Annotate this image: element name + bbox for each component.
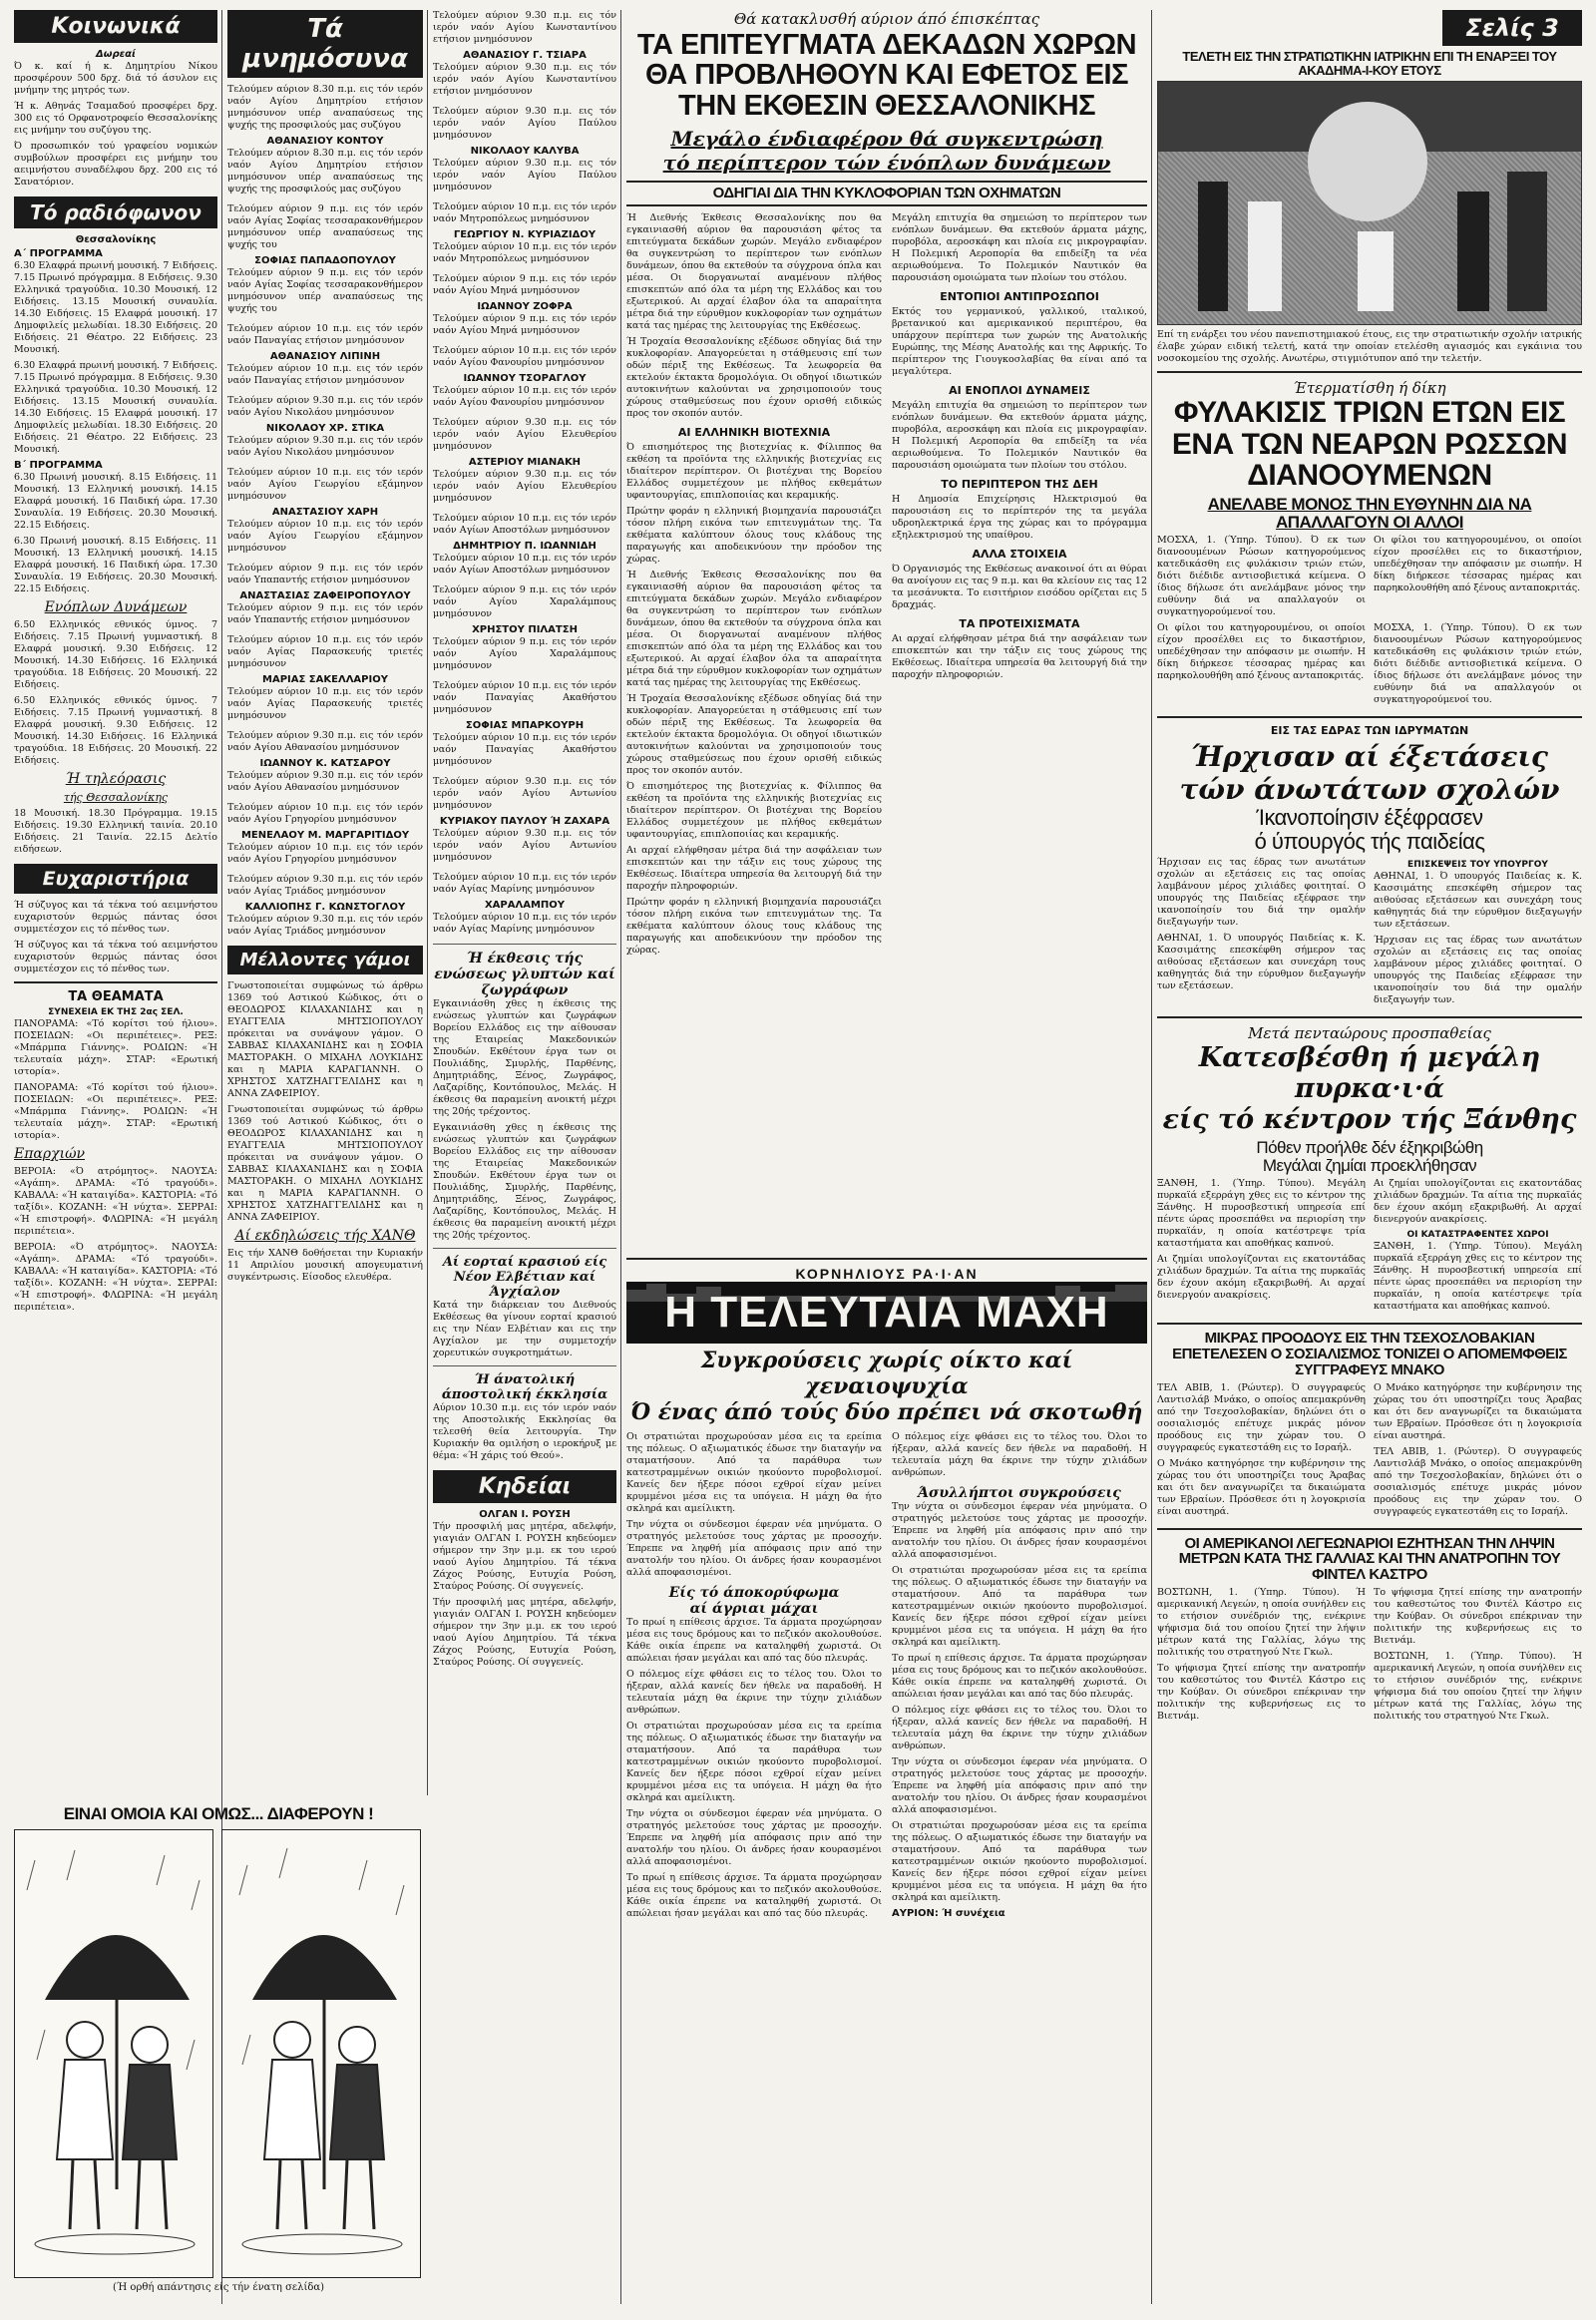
serial-paragraph: Ο πόλεμος είχε φθάσει εις το τέλος του. Όλοι το ήξεραν, αλλά κανείς δεν ήθελε να παραδοθή. Η τελευταία μάχη θα έκρινε την τύχην χιλιάδων ανθρώπων. [892, 1431, 1147, 1478]
theamata-label: ΤΑ ΘΕΑΜΑΤΑ [68, 989, 164, 1004]
mnimosyno-name: ΓΕΩΡΓΙΟΥ Ν. ΚΥΡΙΑΖΙΔΟΥ [453, 229, 597, 240]
exams-paragraph: Ήρχισαν εις τας έδρας των ανωτάτων σχολών αι εξετάσεις εις τας οποίας λαμβάνουν μέρος χιλιάδες φοιτηταί. Ο υπουργός της Παιδείας εξέφρασε την ικανοποίησίν του διά την ομαλήν διεξαγωγήν των. [1157, 856, 1366, 928]
enoplon-text: 6.50 Ελληνικός εθνικός ύμνος. 7 Ειδήσεις. 7.15 Πρωινή γυμναστική. 8 Ελαφρά μουσική. 9.30 Ειδήσεις. 12 Μουσική. 14.30 Ειδήσεις. 16 Ελληνικά τραγούδια. 18 Ειδήσεις. 20 Μουσική. 22 Ειδήσεις. [14, 695, 217, 766]
serial-paragraph: Την νύχτα οι σύνδεσμοι έφεραν νέα μηνύματα. Ο στρατηγός μελετούσε τους χάρτας με προσοχήν. Έπρεπε να ληφθή μία απόφασις πριν από την ανατολήν του ηλίου. Οι άνδρες ήσαν κουρασμένοι αλλά αποφασισμένοι. [626, 1519, 882, 1578]
eortai-text: Κατά την διάρκειαν του Διεθνούς Εκθέσεως θα γίνουν εορταί κρασιού εις την Νέαν Ελβέτιαν και εις την Αγχίαλον με την συμμετοχήν χορευτικών συγκροτημάτων. [433, 1300, 616, 1358]
exams-label: ΕΙΣ ΤΑΣ ΕΔΡΑΣ ΤΩΝ ΙΔΡΥΜΑΤΩΝ [1270, 724, 1469, 738]
column-rule [1151, 10, 1152, 2304]
lead-subsection: ΑΛΛΑ ΣΤΟΙΧΕΙΑ [972, 548, 1067, 562]
photo-headline: ΤΕΛΕΤΗ ΕΙΣ ΤΗΝ ΣΤΡΑΤΙΩΤΙΚΗΝ ΙΑΤΡΙΚΗΝ ΕΠΙ ΤΗ ΕΝΑΡΞΕΙ ΤΟΥ ΑΚΑΔΗΜΑ-Ι-ΚΟΥ ΕΤΟΥΣ [1182, 49, 1557, 78]
exams-headline: Ήρχισαν αί έξετάσεις [1191, 740, 1548, 774]
radio-city: Θεσσαλονίκης [75, 234, 157, 245]
serial-paragraph: Οι στρατιώται προχωρούσαν μέσα εις τα ερείπια της πόλεως. Ο αξιωματικός έδωσε την διαταγήν να σταματήσουν. Από τα παράθυρα των κατεστραμμένων οικιών ηκούοντο πυροβολισμοί. Κανείς δεν ήξερε πόσοι εχθροί είχαν μείνει κρυμμένοι μέσα εις τα υπόγεια. Η μάχη θα ήτο σκληρά και αμείλικτη. [892, 1820, 1147, 1903]
mnimosyno-text: Τελούμεν αύριον 9 π.μ. εις τόν ιερόν ναόν Αγίας Σοφίας τεσσαρακονθήμερον μνημόσυνον υπέρ αναπαύσεως της ψυχής του [227, 267, 423, 314]
mnimosyna-list [227, 84, 423, 938]
tileorasi-text: 18 Μουσική. 18.30 Πρόγραμμα. 19.15 Ειδήσεις. 19.30 Ελληνική ταινία. 20.10 Ειδήσεις. 21 Ταινία. 22.15 Δελτίο ειδήσεων. [14, 808, 217, 855]
column-lead-story [626, 10, 1147, 2304]
mnimosyno-text: Τελούμεν αύριον 10 π.μ. εις τόν ιερόν ναόν Αγίου Γρηγορίου μνημόσυνον [227, 842, 423, 865]
enoplon-label: Ενόπλων Δυνάμεων [44, 599, 188, 615]
mnimosyno-entry [433, 273, 616, 337]
mnimosyno-text: Τελούμεν αύριον 9.30 π.μ. εις τόν ιερόν ναόν Αγίου Αθανασίου μνημόσυνον [227, 730, 423, 753]
trial-kicker: Έτερματίσθη ή δίκη [1293, 379, 1446, 398]
exams-subhead: Ίκανοποίησιν έξέφρασεν [1256, 805, 1483, 831]
exams-body-right [1374, 857, 1582, 1010]
column-right [1157, 10, 1582, 2304]
legion-paragraph: ΒΟΣΤΩΝΗ, 1. (Ύπηρ. Τύπου). Ή αμερικανική Λεγεών, η οποία συνήλθεν εις το ετήσιον συνέδριόν της, ενέκρινε ψήφισμα διά του οποίου ζητεί την λήψιν μέτρων κατά της Γαλλίας, λόγω της πολιτικής του στρατηγού Ντε Γκωλ. [1374, 1650, 1582, 1722]
mnimosyno-name: ΚΑΛΛΙΟΠΗΣ Γ. ΚΩΝΣΤΟΓΛΟΥ [244, 902, 406, 913]
cartoon-panel-left [14, 1829, 213, 2278]
mnimosyno-name: ΝΙΚΟΛΑΟΥ ΚΑΛΥΒΑ [470, 146, 580, 157]
mnimosyno-name: ΜΕΝΕΛΑΟΥ Μ. ΜΑΡΓΑΡΙΤΙΔΟΥ [240, 830, 410, 841]
fire-subhead: Μεγάλαι ζημίαι προεκλήθησαν [1262, 1155, 1477, 1175]
mnimosyno-entry [227, 730, 423, 794]
section-title-eyxaristiria: Ευχαριστήρια [14, 864, 217, 894]
serial-title-banner [626, 1282, 1147, 1344]
serial-paragraph: Οι στρατιώται προχωρούσαν μέσα εις τα ερείπια της πόλεως. Ο αξιωματικός έδωσε την διαταγήν να σταματήσουν. Από τα παράθυρα των κατεστραμμένων οικιών ηκούοντο πυροβολισμοί. Κανείς δεν ήξερε πόσοι εχθροί είχαν μείνει κρυμμένοι μέσα εις τα υπόγεια. Η μάχη θα ήτο σκληρά και αμείλικτη. [626, 1431, 882, 1514]
legion-body-columns [1157, 1587, 1582, 1727]
trial-subhead: ΑΝΕΛΑΒΕ ΜΟΝΟΣ ΤΗΝ ΕΥΘΥΝΗΝ ΔΙΑ ΝΑ ΑΠΑΛΛΑΓΟΥΝ ΟΙ ΑΛΛΟΙ [1207, 494, 1532, 532]
serial-body-left [626, 1431, 882, 1924]
serial-paragraph: Το πρωί η επίθεσις άρχισε. Τα άρματα προχώρησαν μέσα εις τους δρόμους και το πεζικόν ακολουθούσε. Κάθε οικία έπρεπε να καταληφθή χωριστά. Οι απώλειαι ήσαν μεγάλαι και από τας δύο πλευράς. [892, 1653, 1147, 1700]
mnimosyno-text: Τελούμεν αύριον 9.30 π.μ. εις τόν ιερόν ναόν Αγίου Παύλου μνημόσυνον [433, 158, 616, 193]
mnimosyno-text: Τελούμεν αύριον 9.30 π.μ. εις τόν ιερόν ναόν Αγίου Αντωνίου μνημόσυνον [433, 828, 616, 863]
mnimosyno-entry [227, 84, 423, 195]
fire-paragraph: Αι ζημίαι υπολογίζονται εις εκατοντάδας χιλιάδων δραχμών. Τα αίτια της πυρκαϊάς δεν έχουν ακόμη εξακριβωθή. Αι αρχαί διενεργούν ανακρίσεις. [1157, 1254, 1366, 1302]
mnimosyno-entry [227, 563, 423, 626]
lead-subhead: Μεγάλο ένδιαφέρον θά συγκεντρώση [670, 127, 1103, 152]
lead-body-left [626, 212, 882, 961]
serial-body-right [892, 1431, 1147, 1924]
exams-paragraph: ΑΘΗΝΑΙ, 1. Ό υπουργός Παιδείας κ. Κ. Κασσιμάτης επεσκέφθη σήμερον τας αιθούσας εξετάσεων και συνεχάρη τους καθηγητάς διά την εύρυθμον διεξαγωγήν των εξετάσεων. [1157, 932, 1366, 991]
ekthesi-title: Ή έκθεσις τής ενώσεως γλυπτών καί ζωγράφων [434, 951, 615, 998]
mnimosyno-name: ΧΑΡΑΛΑΜΠΟΥ [484, 900, 566, 911]
enoplon-text: 6.50 Ελληνικός εθνικός ύμνος. 7 Ειδήσεις. 7.15 Πρωινή γυμναστική. 8 Ελαφρά μουσική. 9.30 Ειδήσεις. 12 Μουσική. 14.30 Ειδήσεις. 16 Ελληνικά τραγούδια. 18 Ειδήσεις. 20 Μουσική. 22 Ειδήσεις. [14, 619, 217, 690]
czech-headline: ΜΙΚΡΑΣ ΠΡΟΟΔΟΥΣ ΕΙΣ ΤΗΝ ΤΣΕΧΟΣΛΟΒΑΚΙΑΝ ΕΠΕΤΕΛΕΣΕΝ Ο ΣΟΣΙΑΛΙΣΜΟΣ ΤΟΝΙΖΕΙ Ο ΑΠΟΜΕΜΦΘΕΙΣ ΣΥΓΓΡΑΦΕΥΣ ΜΝΑΚΟ [1172, 1330, 1567, 1378]
czech-paragraph: Ο Μνάκο κατηγόρησε την κυβέρνησιν της χώρας του ότι υποστηρίζει τους Άραβας και ότι δεν αναγνωρίζει τα δικαιώματα των Εβραίων. Πρόσθεσε ότι η λογοκρισία είναι αυστηρά. [1157, 1457, 1366, 1517]
mnimosyno-entry [433, 417, 616, 505]
lead-subsection: ΑΙ ΕΛΛΗΝΙΚΗ ΒΙΟΤΕΧΝΙΑ [677, 426, 831, 440]
gamoi-text: Γνωστοποιείται συμφώνως τώ άρθρω 1369 τού Αστικού Κώδικος, ότι ο ΘΕΟΔΩΡΟΣ ΚΙΛΑΧΑΝΙΔΗΣ και η ΕΥΑΓΓΕΛΙΑ ΜΗΤΣΙΟΠΟΥΛΟΥ πρόκειται να συνάψουν γάμον. Ο ΣΑΒΒΑΣ ΚΙΛΑΧΑΝΙΔΗΣ και η ΣΟΦΙΑ ΜΑΣΤΟΡΑΚΗ. Ο ΜΙΧΑΗΛ ΛΟΥΚΙΔΗΣ και η ΜΑΡΙΑ ΚΑΡΑΓΙΑΝΝΗ. Ο ΧΡΗΣΤΟΣ ΧΑΤΖΗΑΓΓΕΛΙΔΗΣ και η ΑΝΝΑ ΖΑΦΕΙΡΙΟΥ. [227, 980, 423, 1099]
mnimosyno-name: ΣΟΦΙΑΣ ΜΠΑΡΚΟΥΡΗ [465, 720, 585, 731]
mnimosyno-text: Τελούμεν αύριον 10 π.μ. εις τόν ιερόν ναόν Αγίας Παρασκευής τριετές μνημόσυνον [227, 686, 423, 721]
mnimosyno-entry [227, 203, 423, 315]
lead-subsection: ΕΝΤΟΠΙΟΙ ΑΝΤΙΠΡΟΣΩΠΟΙ [940, 290, 1099, 304]
legion-paragraph: Το ψήφισμα ζητεί επίσης την ανατροπήν του καθεστώτος του Φιντέλ Κάστρο εις την Κούβαν. Οι σύνεδροι επέκριναν την πολιτικήν της κυβερνήσεως εις το Βιετνάμ. [1157, 1662, 1366, 1722]
serial-block [626, 1252, 1147, 1924]
eortai-title: Αί εορταί κρασιού είς Νέον Ελβέτιαν καί Άγχίαλον [442, 1255, 607, 1300]
section-title-gamoi: Μέλλοντες γάμοι [227, 946, 423, 974]
czech-paragraph: ΤΕΛ ΑΒΙΒ, 1. (Ρώυτερ). Ό συγγραφεύς Λαντισλάβ Μνάκο, ο οποίος απεμακρύνθη από την Τσεχοσλοβακίαν, δηλώνει ότι ο σοσιαλισμός επέτυχε μικράς μόνον προόδους εις την χώραν του. Ο συγγραφεύς εγκατεστάθη εις το Ισραήλ. [1157, 1381, 1366, 1453]
serial-paragraph: Ο πόλεμος είχε φθάσει εις το τέλος του. Όλοι το ήξεραν, αλλά κανείς δεν ήθελε να παραδοθή. Η τελευταία μάχη θα έκρινε την τύχην χιλιάδων ανθρώπων. [626, 1669, 882, 1716]
serial-body-columns [626, 1431, 1147, 1924]
cartoon-block [14, 1805, 423, 2304]
mnimosyno-text: Τελούμεν αύριον 10 π.μ. εις τόν ιερόν ναόν Αγίας Μαρίνης μνημόσυνον [433, 872, 616, 895]
mnimosyno-text: Τελούμεν αύριον 9.30 π.μ. εις τόν ιερόν ναόν Αγίου Αντωνίου μνημόσυνον [433, 776, 616, 811]
mnimosyno-text: Τελούμεν αύριον 10 π.μ. εις τόν ιερόν ναόν Παναγίας ετήσιον μνημόσυνον [227, 363, 423, 386]
czech-body-right [1374, 1382, 1582, 1522]
mnimosyno-name: ΔΗΜΗΤΡΙΟΥ Π. ΙΩΑΝΝΙΔΗ [453, 541, 597, 552]
exams-subhead: ό ύπουργός τής παιδείας [1254, 828, 1485, 854]
lead-paragraph: Ή Τροχαία Θεσσαλονίκης εξέδωσε οδηγίας διά την κυκλοφορίαν. Απαγορεύεται η στάθμευσις επί των οδών πέριξ της Εκθέσεως. Τα λεωφορεία θα εκτελούν έκτακτα δρομολόγια. Οι οδηγοί ιδιωτικών αυτοκινήτων καλούνται να χρησιμοποιούν τους χώρους σταθμεύσεως που έχουν ορισθή ειδικώς προς τον σκοπόν αυτόν. [626, 336, 882, 420]
lead-paragraph: Ό επισημότερος της βιοτεχνίας κ. Φίλιππος θα εκθέση τα προϊόντα της ελληνικής βιοτεχνίας εις ιδιαίτερον περίπτερον. Οι βιοτέχναι της Βορείου Ελλάδος συμμετέχουν με πλήθος εκθεμάτων υφαντουργίας, επιπλοποιίας και κεραμικής. [626, 442, 882, 502]
serial-paragraph: Την νύχτα οι σύνδεσμοι έφεραν νέα μηνύματα. Ο στρατηγός μελετούσε τους χάρτας με προσοχήν. Έπρεπε να ληφθή μία απόφασις πριν από την ανατολήν του ηλίου. Οι άνδρες ήσαν κουρασμένοι αλλά αποφασισμένοι. [892, 1501, 1147, 1560]
mnimosyno-entry [433, 513, 616, 577]
lead-paragraph: Ή Διεθνής Έκθεσις Θεσσαλονίκης που θα εγκαινιασθή αύριον θα παρουσιάση φέτος τα επιτεύγματα δεκάδων χωρών. Μεγάλο ενδιαφέρον θα συγκεντρώση το περίπτερον των ενόπλων δυνάμεων, όπου θα εκτεθούν τα σύγχρονα όπλα και μέσα. Οι διοργανωταί αναμένουν πλήθος επισκεπτών από όλα τα μέρη της Ελλάδος και του εξωτερικού. Αι αρχαί έλαβον όλα τα απαραίτητα μέτρα διά την εύρυθμον κυκλοφορίαν των οχημάτων κατά τας ημέρας της λειτουργίας της Εκθέσεως. [626, 570, 882, 689]
lead-paragraph: Ό Οργανισμός της Εκθέσεως ανακοινοί ότι αι θύραι θα ανοίγουν εις τας 9 π.μ. και θα κλείουν εις τας 12 τα μεσάνυκτα. Το εισιτήριον εισόδου ορίζεται εις 5 δραχμάς. [892, 564, 1147, 611]
section-title-kideiai: Κηδείαι [433, 1470, 616, 1503]
mnimosyno-text: Τελούμεν αύριον 10 π.μ. εις τόν ιερόν ναόν Αγίας Μαρίνης μνημόσυνον [433, 912, 616, 935]
eparchion-text: ΒΕΡΟΙΑ: «Ό ατρόμητος». ΝΑΟΥΣΑ: «Αγάπη». ΔΡΑΜΑ: «Τό τραγούδι». ΚΑΒΑΛΑ: «Ή καταιγίδα». ΚΑΣΤΟΡΙΑ: «Τό ταξίδι». ΚΟΖΑΝΗ: «Ή νύχτα». ΣΕΡΡΑΙ: «Ή επιστροφή». ΦΛΩΡΙΝΑ: «Ή μεγάλη περιπέτεια». [14, 1242, 217, 1313]
lead-paragraph: Μεγάλη επιτυχία θα σημειώση το περίπτερον των ενόπλων δυνάμεων. Θα εκτεθούν άρματα μάχης, πυροβόλα, αεροσκάφη και πλοία εις μικρογραφίαν. Η Πολεμική Αεροπορία θα επιδείξη τα νέα αεριωθούμενα. Το Πολεμικόν Ναυτικόν θα παρουσιάση ομοιώματα των πλοίων του στόλου. [892, 212, 1147, 284]
column-mnimosyna [227, 10, 423, 1795]
mnimosyno-entry [227, 323, 423, 387]
section-title-koinonika: Κοινωνικά [14, 10, 217, 43]
mnimosyno-name: ΑΝΑΣΤΑΣΙΑΣ ΖΑΦΕΙΡΟΠΟΥΛΟΥ [239, 590, 411, 601]
lead-kicker: Θά κατακλυσθή αύριον άπό έπισκέπτας [733, 10, 1040, 28]
fire-kicker: Μετά πενταώρους προσπαθείας [1248, 1023, 1491, 1042]
serial-paragraph: Την νύχτα οι σύνδεσμοι έφεραν νέα μηνύματα. Ο στρατηγός μελετούσε τους χάρτας με προσοχήν. Έπρεπε να ληφθή μία απόφασις πριν από την ανατολήν του ηλίου. Οι άνδρες ήσαν κουρασμένοι αλλά αποφασισμένοι. [626, 1808, 882, 1867]
serial-paragraph: Ο πόλεμος είχε φθάσει εις το τέλος του. Όλοι το ήξεραν, αλλά κανείς δεν ήθελε να παραδοθή. Η τελευταία μάχη θα έκρινε την τύχην χιλιάδων ανθρώπων. [892, 1705, 1147, 1751]
fire-paragraph: Αι ζημίαι υπολογίζονται εις εκατοντάδας χιλιάδων δραχμών. Τα αίτια της πυρκαϊάς δεν έχουν ακόμη εξακριβωθή. Αι αρχαί διενεργούν ανακρίσεις. [1374, 1178, 1582, 1226]
mnimosyno-text: Τελούμεν αύριον 9.30 π.μ. εις τόν ιερόν ναόν Αγίου Νικολάου μνημόσυνον [227, 395, 423, 418]
column-mnimosyna-2 [433, 10, 616, 2304]
legion-body-left [1157, 1587, 1366, 1727]
eparchion-label: Επαρχιών [14, 1146, 86, 1162]
program-b-text: 6.30 Πρωινή μουσική. 8.15 Ειδήσεις. 11 Μουσική. 13 Ελληνική μουσική. 14.15 Ελαφρά μουσική. 16 Παιδική ώρα. 17.30 Συναυλία. 19 Ειδήσεις. 20.30 Μουσική. 22.15 Ειδήσεις. [14, 472, 217, 531]
anatoliki-text: Αύριον 10.30 π.μ. εις τόν ιερόν ναόν της Αποστολικής Εκκλησίας θα τελεσθή θεία λειτουργία. Την Κυριακήν θα ομιλήση ο ιεροκήρυξ με θέμα: «Ή χάρις τού Θεού». [433, 1402, 616, 1461]
mnimosyno-name: ΙΩΑΝΝΟΥ Κ. ΚΑΤΣΑΡΟΥ [259, 758, 391, 769]
lead-paragraph: Ή Τροχαία Θεσσαλονίκης εξέδωσε οδηγίας διά την κυκλοφορίαν. Απαγορεύεται η στάθμευσις επί των οδών πέριξ της Εκθέσεως. Τα λεωφορεία θα εκτελούν έκτακτα δρομολόγια. Οι οδηγοί ιδιωτικών αυτοκινήτων καλούνται να χρησιμοποιούν τους χώρους σταθμεύσεως που έχουν ορισθή ειδικώς προς τον σκοπόν αυτόν. [626, 693, 882, 777]
program-a-text: 6.30 Ελαφρά πρωινή μουσική. 7 Ειδήσεις. 7.15 Πρωινό πρόγραμμα. 8 Ειδήσεις. 9.30 Ελληνικά τραγούδια. 10.30 Μουσική. 12 Ειδήσεις. 13.15 Μουσική συναυλία. 14.30 Ειδήσεις. 15 Ελαφρά μουσική. 17 Δημοφιλείς μελωδίαι. 18.30 Ειδήσεις. 20 Ειδήσεις. 21 Θέατρο. 22 Ειδήσεις. 23 Μουσική. [14, 360, 217, 455]
czech-body-left [1157, 1382, 1366, 1522]
serial-paragraph: Την νύχτα οι σύνδεσμοι έφεραν νέα μηνύματα. Ο στρατηγός μελετούσε τους χάρτας με προσοχήν. Έπρεπε να ληφθή μία απόφασις πριν από την ανατολήν του ηλίου. Οι άνδρες ήσαν κουρασμένοι αλλά αποφασισμένοι. [892, 1756, 1147, 1815]
doreai-text: Ό προσωπικόν τού γραφείου νομικών συμβούλων προσφέρει εις μνήμην του αειμνήστου συναδέλφου δρχ. 200 εις τό Σανατόριον. [14, 141, 217, 188]
trial-body-columns [1157, 622, 1582, 710]
mnimosyno-text: Τελούμεν αύριον 10 π.μ. εις τόν ιερόν ναόν Παναγίας ετήσιον μνημόσυνον [227, 323, 423, 346]
mnimosyno-text: Τελούμεν αύριον 9.30 π.μ. εις τόν ιερόν ναόν Αγίου Κωνσταντίνου ετήσιον μνημόσυνον [433, 10, 616, 45]
tileorasi-label: Ή τηλεόρασις [65, 771, 167, 787]
mnimosyno-name: ΑΘΑΝΑΣΙΟΥ ΛΙΠΙΝΗ [269, 351, 381, 362]
lead-section-head: ΟΔΗΓΙΑΙ ΔΙΑ ΤΗΝ ΚΥΚΛΟΦΟΡΙΑΝ ΤΩΝ ΟΧΗΜΑΤΩΝ [626, 181, 1147, 206]
photo-caption: Επί τη ενάρξει του νέου πανεπιστημιακού έτους, εις την στρατιωτικήν σχολήν ιατρικής έλαβε χώραν ειδική τελετή, κατά την οποίαν ετελέσθη αγιασμός και εγκάινια του νοσοκομείου της σχολής. Ανωτέρω, στιγμιότυπον από την τελετήν. [1157, 329, 1582, 365]
lead-paragraph: Αι αρχαί ελήφθησαν μέτρα διά την ασφάλειαν των επισκεπτών και την τάξιν εις τους χώρους της Εκθέσεως. Ιδιαίτερα υπηρεσία θα λειτουργή διά την παροχήν πληροφοριών. [626, 845, 882, 893]
fire-headline: είς τό κέντρον τής Ξάνθης [1162, 1103, 1577, 1135]
mnimosyno-text: Τελούμεν αύριον 10 π.μ. εις τόν ιερόν ναόν Παναγίας Ακαθήστου μνημόσυνον [433, 680, 616, 715]
kideiai-name: ΟΛΓΑΝ Ι. ΡΟΥΣΗ [479, 1509, 571, 1520]
ekthesi-text: Εγκαινιάσθη χθες η έκθεσις της ενώσεως γλυπτών και ζωγράφων Βορείου Ελλάδος εις την αίθουσαν της Εταιρείας Μακεδονικών Σπουδών. Εκθέτουν έργα των οι Πουλιάδης, Σμυρλής, Παρθένης, Δημητριάδης, Ξένος, Ζωγράφος, Λαζαρίδης, Κοντόπουλος, Μελάς. Η έκθεσις θα παραμείνη ανοικτή μέχρι της 20ής τρέχοντος. [433, 998, 616, 1117]
mnimosyno-name: ΙΩΑΝΝΟΥ ΤΣΟΡΑΓΛΟΥ [463, 373, 587, 384]
mnimosyno-entry [433, 10, 616, 98]
lead-paragraph: Αι αρχαί ελήφθησαν μέτρα διά την ασφάλειαν των επισκεπτών και την τάξιν εις τους χώρους της Εκθέσεως. Ιδιαίτερα υπηρεσία θα λειτουργή διά την παροχήν πληροφοριών. [892, 633, 1147, 681]
mnimosyno-entry [227, 467, 423, 555]
mnimosyno-text: Τελούμεν αύριον 9 π.μ. εις τόν ιερόν ναόν Αγίου Μηνά μνημόσυνον [433, 313, 616, 336]
program-b-text: 6.30 Πρωινή μουσική. 8.15 Ειδήσεις. 11 Μουσική. 13 Ελληνική μουσική. 14.15 Ελαφρά μουσική. 16 Παιδική ώρα. 17.30 Συναυλία. 19 Ειδήσεις. 20.30 Μουσική. 22.15 Ειδήσεις. [14, 536, 217, 594]
mnimosyno-text: Τελούμεν αύριον 9 π.μ. εις τόν ιερόν ναόν Υπαπαντής ετήσιον μνημόσυνον [227, 602, 423, 625]
mnimosyno-name: ΑΘΑΝΑΣΙΟΥ Γ. ΤΣΙΑΡΑ [463, 50, 587, 61]
mnimosyno-text: Τελούμεν αύριον 8.30 π.μ. εις τόν ιερόν ναόν Αγίου Δημητρίου ετήσιον μνημόσυνον υπέρ αναπαύσεως της ψυχής της προσφιλούς μας συζύγου [227, 84, 423, 131]
serial-author: ΚΟΡΝΗΛΙΟΥΣ ΡΑ·Ι·ΑΝ [795, 1266, 979, 1282]
program-b-label: Β΄ ΠΡΟΓΡΑΜΜΑ [14, 460, 103, 471]
cartoon-drawing [222, 1830, 421, 2278]
mnimosyno-text: Τελούμεν αύριον 10 π.μ. εις τόν ιερόν ναόν Μητροπόλεως μνημόσυνον [433, 241, 616, 264]
kideiai-text: Τήν προσφιλή μας μητέρα, αδελφήν, γιαγιάν ΟΛΓΑΝ Ι. ΡΟΥΣΗ κηδεύομεν σήμερον την 3ην μ.μ. εκ του ιερού ναού Αγίου Δημητρίου. Τά τέκνα Ζάχος Ρούσης, Ευτυχία Ρούση, Σταύρος Ρούσης. Οί συγγενείς. [433, 1521, 616, 1592]
serial-subhead: Ό ένας άπό τούς δύο πρέπει νά σκοτωθή [630, 1399, 1143, 1425]
doreai-text: Ή κ. Αθηνάς Τσαμαδού προσφέρει δρχ. 300 εις τό Ορφανοτροφείο Θεσσαλονίκης εις μνήμην του συζύγου της. [14, 101, 217, 136]
czech-paragraph: ΤΕΛ ΑΒΙΒ, 1. (Ρώυτερ). Ό συγγραφεύς Λαντισλάβ Μνάκο, ο οποίος απεμακρύνθη από την Τσεχοσλοβακίαν, δηλώνει ότι ο σοσιαλισμός επέτυχε μικράς μόνον προόδους εις την χώραν του. Ο συγγραφεύς εγκατεστάθη εις το Ισραήλ. [1374, 1445, 1582, 1517]
gamoi-text: Γνωστοποιείται συμφώνως τώ άρθρω 1369 τού Αστικού Κώδικος, ότι ο ΘΕΟΔΩΡΟΣ ΚΙΛΑΧΑΝΙΔΗΣ και η ΕΥΑΓΓΕΛΙΑ ΜΗΤΣΙΟΠΟΥΛΟΥ πρόκειται να συνάψουν γάμον. Ο ΣΑΒΒΑΣ ΚΙΛΑΧΑΝΙΔΗΣ και η ΣΟΦΙΑ ΜΑΣΤΟΡΑΚΗ. Ο ΜΙΧΑΗΛ ΛΟΥΚΙΔΗΣ και η ΜΑΡΙΑ ΚΑΡΑΓΙΑΝΝΗ. Ο ΧΡΗΣΤΟΣ ΧΑΤΖΗΑΓΓΕΛΙΔΗΣ και η ΑΝΝΑ ΖΑΦΕΙΡΙΟΥ. [227, 1104, 423, 1223]
fire-body-columns [1157, 1178, 1582, 1317]
section-title-mnimosyna: Τά μνημόσυνα [227, 10, 423, 78]
serial-paragraph: Το πρωί η επίθεσις άρχισε. Τα άρματα προχώρησαν μέσα εις τους δρόμους και το πεζικόν ακολουθούσε. Κάθε οικία έπρεπε να καταληφθή χωριστά. Οι απώλειαι ήσαν μεγάλαι και από τας δύο πλευράς. [626, 1872, 882, 1919]
mnimosyno-text: Τελούμεν αύριον 9.30 π.μ. εις τόν ιερόν ναόν Αγίου Παύλου μνημόσυνον [433, 106, 616, 141]
newspaper-page [14, 10, 1582, 2308]
cartoon-drawing [15, 1830, 213, 2278]
mnimosyno-name: ΑΝΑΣΤΑΣΙΟΥ ΧΑΡΗ [271, 507, 379, 518]
exams-body-columns [1157, 857, 1582, 1010]
ekdiloseis-text: Εις τήν ΧΑΝΘ δοθήσεται την Κυριακήν 11 Απριλίου μουσική απογευματινή συγκέντρωσις. Είσοδος ελευθέρα. [227, 1248, 423, 1283]
mnimosyno-name: ΝΙΚΟΛΑΟΥ ΧΡ. ΣΤΙΚΑ [265, 423, 385, 434]
page-label: Σελίς 3 [1442, 10, 1582, 46]
mnimosyno-text: Τελούμεν αύριον 9.30 π.μ. εις τόν ιερόν ναόν Αγίας Τριάδος μνημόσυνον [227, 914, 423, 937]
lead-paragraph: Η Δημοσία Επιχείρησις Ηλεκτρισμού θα παρουσιάση εις το περίπτερόν της τα μεγάλα υδροηλεκτρικά έργα της χώρας και το πρόγραμμα εξηλεκτρισμού της υπαίθρου. [892, 494, 1147, 542]
fire-subhead: Πόθεν προήλθε δέν έξηκριβώθη [1256, 1137, 1483, 1157]
mnimosyno-entry [433, 776, 616, 864]
lead-body-right [892, 212, 1147, 961]
mnimosyno-entry [433, 584, 616, 672]
doreai-label: Δωρεαί [96, 49, 136, 60]
tileorasi-sub: τής Θεσσαλονίκης [63, 791, 169, 804]
trial-headline: ΦΥΛΑΚΙΣΙΣ ΤΡΙΩΝ ΕΤΩΝ ΕΙΣ ΕΝΑ ΤΩΝ ΝΕΑΡΩΝ ΡΩΣΣΩΝ ΔΙΑΝΟΟΥΜΕΝΩΝ [1171, 396, 1568, 493]
serial-paragraph: Οι στρατιώται προχωρούσαν μέσα εις τα ερείπια της πόλεως. Ο αξιωματικός έδωσε την διαταγήν να σταματήσουν. Από τα παράθυρα των κατεστραμμένων οικιών ηκούοντο πυροβολισμοί. Κανείς δεν ήξερε πόσοι εχθροί είχαν μείνει κρυμμένοι μέσα εις τα υπόγεια. Η μάχη θα ήτο σκληρά και αμείλικτη. [892, 1565, 1147, 1648]
mnimosyna-list [433, 10, 616, 936]
fire-paragraph: ΞΑΝΘΗ, 1. (Ύπηρ. Τύπου). Μεγάλη πυρκαϊά εξερράγη χθες εις το κέντρον της Ξάνθης. Η πυροσβεστική υπηρεσία επί πέντε ώρας προσεπάθει να περιορίση την πυρκαϊάν, η οποία κατέστρεψε τρία καταστήματα και αποθήκας καπνού. [1374, 1241, 1582, 1313]
serial-continue: ΑΥΡΙΟΝ: Ή συνέχεια [892, 1908, 1005, 1919]
column-rule [427, 10, 428, 1795]
serial-subsection: Άσυλλήπτοι συγκρούσεις [918, 1485, 1121, 1501]
theamata-sub: ΣΥΝΕΧΕΙΑ ΕΚ ΤΗΣ 2ας ΣΕΛ. [48, 1007, 184, 1017]
exams-body-left [1157, 857, 1366, 1010]
lead-paragraph: Ή Διεθνής Έκθεσις Θεσσαλονίκης που θα εγκαινιασθή αύριον θα παρουσιάση φέτος τα επιτεύγματα δεκάδων χωρών. Μεγάλο ενδιαφέρον θα συγκεντρώση το περίπτερον των ενόπλων δυνάμεων, όπου θα εκτεθούν τα σύγχρονα όπλα και μέσα. Οι διοργανωταί αναμένουν πλήθος επισκεπτών από όλα τα μέρη της Ελλάδος και του εξωτερικού. Αι αρχαί έλαβον όλα τα απαραίτητα μέτρα διά την εύρυθμον κυκλοφορίαν των οχημάτων κατά τας ημέρας της λειτουργίας της Εκθέσεως. [626, 212, 882, 332]
legion-body-right [1374, 1587, 1582, 1727]
eyxaristiria-text: Ή σύζυγος και τά τέκνα τού αειμνήστου ευχαριστούν θερμώς πάντας όσοι συμμετέσχον εις τό πένθος των. [14, 940, 217, 974]
trial-paragraph: Οι φίλοι του κατηγορουμένου, οι οποίοι είχον προσέλθει εις το δικαστήριον, υπεδέχθησαν την απόφασιν με σιωπήν. Η δίκη διήρκεσε τέσσαρας ημέρας και παρηκολουθήθη από ξένους ανταποκριτάς. [1374, 535, 1582, 594]
mnimosyno-entry [433, 345, 616, 409]
czech-body-columns [1157, 1382, 1582, 1522]
mnimosyno-text: Τελούμεν αύριον 10 π.μ. εις τόν ιερόν ναόν Αγίων Αποστόλων μνημόσυνον [433, 513, 616, 536]
exams-visits-label: ΕΠΙΣΚΕΨΕΙΣ ΤΟΥ ΥΠΟΥΡΓΟΥ [1407, 859, 1548, 870]
serial-paragraph: Οι στρατιώται προχωρούσαν μέσα εις τα ερείπια της πόλεως. Ο αξιωματικός έδωσε την διαταγήν να σταματήσουν. Από τα παράθυρα των κατεστραμμένων οικιών ηκούοντο πυροβολισμοί. Κανείς δεν ήξερε πόσοι εχθροί είχαν μείνει κρυμμένοι μέσα εις τα υπόγεια. Η μάχη θα ήτο σκληρά και αμείλικτη. [626, 1721, 882, 1803]
mnimosyno-name: ΣΟΦΙΑΣ ΠΑΠΑΔΟΠΟΥΛΟΥ [254, 255, 396, 266]
fire-body-right [1374, 1178, 1582, 1317]
lead-subsection: ΑΙ ΕΝΟΠΛΟΙ ΔΥΝΑΜΕΙΣ [949, 384, 1090, 398]
mnimosyno-text: Τελούμεν αύριον 10 π.μ. εις τόν ιερόν ναόν Παναγίας Ακαθήστου μνημόσυνον [433, 732, 616, 767]
kideiai-text: Τήν προσφιλή μας μητέρα, αδελφήν, γιαγιάν ΟΛΓΑΝ Ι. ΡΟΥΣΗ κηδεύομεν σήμερον την 3ην μ.μ. εκ του ιερού ναού Αγίου Δημητρίου. Τά τέκνα Ζάχος Ρούσης, Ευτυχία Ρούση, Σταύρος Ρούσης. Οί συγγενείς. [433, 1597, 616, 1668]
ceremony-photo [1157, 81, 1582, 325]
anatoliki-title: Ή άνατολική άποστολική έκκλησία [441, 1372, 608, 1402]
mnimosyno-entry [227, 874, 423, 938]
lead-paragraph: Πρώτην φοράν η ελληνική βιομηχανία παρουσιάζει τόσον πλήρη εικόνα των επιτευγμάτων της. Τα εκθέματα καλύπτουν όλους τους κλάδους της παραγωγής και αποδεικνύουν την πρόοδον της χώρας. [626, 897, 882, 957]
trial-body-columns [1157, 535, 1582, 622]
mnimosyno-text: Τελούμεν αύριον 8.30 π.μ. εις τόν ιερόν ναόν Αγίου Δημητρίου ετήσιον μνημόσυνον υπέρ αναπαύσεως της ψυχής της προσφιλούς μας συζύγου [227, 148, 423, 194]
mnimosyno-name: ΜΑΡΙΑΣ ΣΑΚΕΛΛΑΡΙΟΥ [262, 674, 388, 685]
serial-title: Η ΤΕΛΕΥΤΑΙΑ ΜΑΧΗ [664, 1288, 1109, 1337]
mnimosyno-entry [227, 395, 423, 459]
legion-paragraph: ΒΟΣΤΩΝΗ, 1. (Ύπηρ. Τύπου). Ή αμερικανική Λεγεών, η οποία συνήλθεν εις το ετήσιον συνέδριόν της, ενέκρινε ψήφισμα διά του οποίου ζητεί την λήψιν μέτρων κατά της Γαλλίας, λόγω της πολιτικής του στρατηγού Ντε Γκωλ. [1157, 1586, 1366, 1658]
czech-paragraph: Ο Μνάκο κατηγόρησε την κυβέρνησιν της χώρας του ότι υποστηρίζει τους Άραβας και ότι δεν αναγνωρίζει τα δικαιώματα των Εβραίων. Πρόσθεσε ότι η λογοκρισία είναι αυστηρά. [1374, 1381, 1582, 1441]
trial-paragraph: ΜΟΣΧΑ, 1. (Ύπηρ. Τύπου). Ό εκ των διανοουμένων Ρώσων κατηγορούμενος κατεδικάσθη εις φυλάκισιν τριών ετών, διότι διέδιδε αντισοβιετικά κείμενα. Ο ίδιος δήλωσε ότι ανελάμβανε μόνος την ευθύνην διά να απαλλαγούν οι συγκατηγορούμενοί του. [1157, 535, 1366, 618]
mnimosyno-name: ΑΣΤΕΡΙΟΥ ΜΙΑΝΑΚΗ [468, 457, 582, 468]
lead-subsection: ΤΟ ΠΕΡΙΠΤΕΡΟΝ ΤΗΣ ΔΕΗ [941, 478, 1098, 492]
mnimosyno-text: Τελούμεν αύριον 9 π.μ. εις τόν ιερόν ναόν Υπαπαντής ετήσιον μνημόσυνον [227, 563, 423, 585]
mnimosyno-entry [433, 201, 616, 265]
cartoon-panel-right [221, 1829, 421, 2278]
serial-subsection: Είς τό άποκορύφωμα [668, 1585, 840, 1601]
trial-paragraph: ΜΟΣΧΑ, 1. (Ύπηρ. Τύπου). Ό εκ των διανοουμένων Ρώσων κατηγορούμενος κατεδικάσθη εις φυλάκισιν τριών ετών, διότι διέδιδε αντισοβιετικά κείμενα. Ο ίδιος δήλωσε ότι ανελάμβανε μόνος την ευθύνην διά να απαλλαγούν οι συγκατηγορούμενοί του. [1374, 622, 1582, 706]
fire-subsection: ΟΙ ΚΑΤΑΣΤΡΑΦΕΝΤΕΣ ΧΩΡΟΙ [1406, 1230, 1549, 1241]
mnimosyno-text: Τελούμεν αύριον 9 π.μ. εις τόν ιερόν ναόν Αγίου Μηνά μνημόσυνον [433, 273, 616, 296]
lead-paragraph: Ό επισημότερος της βιοτεχνίας κ. Φίλιππος θα εκθέση τα προϊόντα της ελληνικής βιοτεχνίας εις ιδιαίτερον περίπτερον. Οι βιοτέχναι της Βορείου Ελλάδος συμμετέχουν με πλήθος εκθεμάτων υφαντουργίας, επιπλοποιίας και κεραμικής. [626, 781, 882, 841]
doreai-text: Ό κ. καί ή κ. Δημητρίου Νίκου προσφέρουν 500 δρχ. διά τό άσυλον εις μνήμην της μητρός των. [14, 61, 217, 96]
mnimosyno-text: Τελούμεν αύριον 9 π.μ. εις τόν ιερόν ναόν Αγίου Χαραλάμπους μνημόσυνον [433, 636, 616, 671]
serial-subhead: Συγκρούσεις χωρίς οίκτο καί χεναιοψυχία [700, 1348, 1073, 1399]
ekthesi-text: Εγκαινιάσθη χθες η έκθεσις της ενώσεως γλυπτών και ζωγράφων Βορείου Ελλάδος εις την αίθουσαν της Εταιρείας Μακεδονικών Σπουδών. Εκθέτουν έργα των οι Πουλιάδης, Σμυρλής, Παρθένης, Δημητριάδης, Ξένος, Ζωγράφος, Λαζαρίδης, Κοντόπουλος, Μελάς. Η έκθεσις θα παραμείνη ανοικτή μέχρι της 20ής τρέχοντος. [433, 1122, 616, 1241]
mnimosyno-text: Τελούμεν αύριον 10 π.μ. εις τόν ιερόν ναόν Αγίων Αποστόλων μνημόσυνον [433, 553, 616, 576]
mnimosyno-text: Τελούμεν αύριον 9.30 π.μ. εις τόν ιερόν ναόν Αγίου Ελευθερίου μνημόσυνον [433, 417, 616, 452]
mnimosyno-name: ΚΥΡΙΑΚΟΥ ΠΑΥΛΟΥ Ή ΖΑΧΑΡΑ [439, 816, 610, 827]
eparchion-text: ΒΕΡΟΙΑ: «Ό ατρόμητος». ΝΑΟΥΣΑ: «Αγάπη». ΔΡΑΜΑ: «Τό τραγούδι». ΚΑΒΑΛΑ: «Ή καταιγίδα». ΚΑΣΤΟΡΙΑ: «Τό ταξίδι». ΚΟΖΑΝΗ: «Ή νύχτα». ΣΕΡΡΑΙ: «Ή επιστροφή». ΦΛΩΡΙΝΑ: «Ή μεγάλη περιπέτεια». [14, 1166, 217, 1237]
mnimosyno-entry [433, 872, 616, 936]
mnimosyno-text: Τελούμεν αύριον 10 π.μ. εις τόν ιερόν ναόν Αγίου Γεωργίου εξάμηνον μνημόσυνον [227, 519, 423, 554]
cartoon-title: ΕΙΝΑΙ ΟΜΟΙΑ ΚΑΙ ΟΜΩΣ... ΔΙΑΦΕΡΟΥΝ ! [63, 1804, 374, 1823]
program-a-label: Α΄ ΠΡΟΓΡΑΜΜΑ [14, 248, 103, 259]
mnimosyno-name: ΙΩΑΝΝΟΥ ΖΟΦΡΑ [477, 301, 573, 312]
mnimosyno-name: ΧΡΗΣΤΟΥ ΠΙΛΑΤΣΗ [472, 624, 578, 635]
mnimosyno-text: Τελούμεν αύριον 10 π.μ. εις τόν ιερόν ναόν Αγίου Γεωργίου εξάμηνον μνημόσυνον [227, 467, 423, 502]
program-a-text: 6.30 Ελαφρά πρωινή μουσική. 7 Ειδήσεις. 7.15 Πρωινό πρόγραμμα. 8 Ειδήσεις. 9.30 Ελληνικά τραγούδια. 10.30 Μουσική. 12 Ειδήσεις. 13.15 Μουσική συναυλία. 14.30 Ειδήσεις. 15 Ελαφρά μουσική. 17 Δημοφιλείς μελωδίαι. 18.30 Ειδήσεις. 20 Ειδήσεις. 21 Θέατρο. 22 Ειδήσεις. 23 Μουσική. [14, 260, 217, 355]
mnimosyno-text: Τελούμεν αύριον 10 π.μ. εις τόν ιερόν ναόν Αγίου Φανουρίου μνημόσυνον [433, 385, 616, 408]
page-label-row [1157, 10, 1582, 50]
mnimosyno-entry [227, 634, 423, 722]
fire-paragraph: ΞΑΝΘΗ, 1. (Ύπηρ. Τύπου). Μεγάλη πυρκαϊά εξερράγη χθες εις το κέντρον της Ξάνθης. Η πυροσβεστική υπηρεσία επί πέντε ώρας προσεπάθει να περιορίση την πυρκαϊάν, η οποία κατέστρεψε τρία καταστήματα και αποθήκας καπνού. [1157, 1178, 1366, 1250]
mnimosyno-text: Τελούμεν αύριον 10 π.μ. εις τόν ιερόν ναόν Αγίας Παρασκευής τριετές μνημόσυνον [227, 634, 423, 669]
mnimosyno-text: Τελούμεν αύριον 9.30 π.μ. εις τόν ιερόν ναόν Αγίας Τριάδος μνημόσυνον [227, 874, 423, 897]
theamata-text: ΠΑΝΟΡΑΜΑ: «Τό κορίτσι τού ήλιου». ΠΟΣΕΙΔΩΝ: «Οι περιπέτειες». ΡΕΞ: «Μπάρμπα Γιάννης». ΡΟΔΙΩΝ: «Ή τελευταία μάχη». ΣΤΑΡ: «Ερωτική ιστορία». [14, 1018, 217, 1077]
lead-paragraph: Εκτός του γερμανικού, γαλλικού, ιταλικού, βρετανικού και αμερικανικού περιπτέρου, θα υπάρχουν περίπτερα των χωρών της Ανατολικής Ευρώπης, της Μέσης Ανατολής και της Αφρικής. Το περίπτερον της Γιουγκοσλαβίας θα είναι από τα μεγαλύτερα. [892, 306, 1147, 378]
column-rule [620, 10, 621, 2304]
serial-paragraph: Το πρωί η επίθεσις άρχισε. Τα άρματα προχώρησαν μέσα εις τους δρόμους και το πεζικόν ακολουθούσε. Κάθε οικία έπρεπε να καταληφθή χωριστά. Οι απώλειαι ήσαν μεγάλαι και από τας δύο πλευράς. [626, 1617, 882, 1664]
fire-body-left [1157, 1178, 1366, 1317]
lead-paragraph: Μεγάλη επιτυχία θα σημειώση το περίπτερον των ενόπλων δυνάμεων. Θα εκτεθούν άρματα μάχης, πυροβόλα, αεροσκάφη και πλοία εις μικρογραφίαν. Η Πολεμική Αεροπορία θα επιδείξη τα νέα αεριωθούμενα. Το Πολεμικόν Ναυτικόν θα παρουσιάση ομοιώματα των πλοίων του στόλου. [892, 400, 1147, 472]
mnimosyno-text: Τελούμεν αύριον 9 π.μ. εις τόν ιερόν ναόν Αγίας Σοφίας τεσσαρακονθήμερον μνημόσυνον υπέρ αναπαύσεως της ψυχής του [227, 203, 423, 250]
mnimosyno-entry [433, 680, 616, 768]
legion-paragraph: Το ψήφισμα ζητεί επίσης την ανατροπήν του καθεστώτος του Φιντέλ Κάστρο εις την Κούβαν. Οι σύνεδροι επέκριναν την πολιτικήν της κυβερνήσεως εις το Βιετνάμ. [1374, 1586, 1582, 1646]
mnimosyno-text: Τελούμεν αύριον 10 π.μ. εις τόν ιερόν ναόν Αγίου Γρηγορίου μνημόσυνον [227, 802, 423, 825]
lead-subsection: ΤΑ ΠΡΟΤΕΙΧΙΣΜΑΤΑ [959, 617, 1080, 631]
mnimosyno-text: Τελούμεν αύριον 9.30 π.μ. εις τόν ιερόν ναόν Αγίου Νικολάου μνημόσυνον [227, 435, 423, 458]
exams-paragraph: ΑΘΗΝΑΙ, 1. Ό υπουργός Παιδείας κ. Κ. Κασσιμάτης επεσκέφθη σήμερον τας αιθούσας εξετάσεων και συνεχάρη τους καθηγητάς διά την εύρυθμον διεξαγωγήν των εξετάσεων. [1374, 870, 1582, 930]
mnimosyno-text: Τελούμεν αύριον 9 π.μ. εις τόν ιερόν ναόν Αγίου Χαραλάμπους μνημόσυνον [433, 584, 616, 619]
mnimosyno-text: Τελούμεν αύριον 9.30 π.μ. εις τόν ιερόν ναόν Αγίου Αθανασίου μνημόσυνον [227, 770, 423, 793]
mnimosyno-entry [227, 802, 423, 866]
lead-body-columns [626, 212, 1147, 961]
trial-paragraph: Οι φίλοι του κατηγορουμένου, οι οποίοι είχον προσέλθει εις το δικαστήριον, υπεδέχθησαν την απόφασιν με σιωπήν. Η δίκη διήρκεσε τέσσαρας ημέρας και παρηκολουθήθη από ξένους ανταποκριτάς. [1157, 622, 1366, 682]
mnimosyno-entry [433, 106, 616, 193]
lead-subhead: τό περίπτερον τών ένόπλων δυνάμεων [662, 151, 1111, 176]
legion-headline: ΟΙ ΑΜΕΡΙΚΑΝΟΙ ΛΕΓΕΩΝΑΡΙΟΙ ΕΖΗΤΗΣΑΝ ΤΗΝ ΛΗΨΙΝ ΜΕΤΡΩΝ ΚΑΤΑ ΤΗΣ ΓΑΛΛΙΑΣ ΚΑΙ ΤΗΝ ΑΝΑΤΡΟΠΗΝ ΤΟΥ ΦΙΝΤΕΛ ΚΑΣΤΡΟ [1178, 1534, 1561, 1584]
lead-headline: ΤΑ ΕΠΙΤΕΥΓΜΑΤΑ ΔΕΚΑΔΩΝ ΧΩΡΩΝ ΘΑ ΠΡΟΒΛΗΘΟΥΝ ΚΑΙ ΕΦΕΤΟΣ ΕΙΣ ΤΗΝ ΕΚΘΕΣΙΝ ΘΕΣΣΑΛΟΝΙΚΗΣ [636, 29, 1137, 122]
eyxaristiria-text: Ή σύζυγος και τά τέκνα τού αειμνήστου ευχαριστούν θερμώς πάντας όσοι συμμετέσχον εις τό πένθος των. [14, 900, 217, 935]
mnimosyno-text: Τελούμεν αύριον 10 π.μ. εις τόν ιερόν ναόν Μητροπόλεως μνημόσυνον [433, 201, 616, 224]
exams-paragraph: Ήρχισαν εις τας έδρας των ανωτάτων σχολών αι εξετάσεις εις τας οποίας λαμβάνουν μέρος χιλιάδες φοιτηταί. Ο υπουργός της Παιδείας εξέφρασε την ικανοποίησίν του διά την ομαλήν διεξαγωγήν των. [1374, 934, 1582, 1005]
ekdiloseis-title: Αί εκδηλώσεις τής ΧΑΝΘ [234, 1228, 416, 1244]
cartoon-caption: (Ή ορθή απάντησις είς τήν ένατη σελίδα) [112, 2281, 325, 2293]
mnimosyno-text: Τελούμεν αύριον 9.30 π.μ. εις τόν ιερόν ναόν Αγίου Ελευθερίου μνημόσυνον [433, 469, 616, 504]
mnimosyno-text: Τελούμεν αύριον 9.30 π.μ. εις τόν ιερόν ναόν Αγίου Κωνσταντίνου ετήσιον μνημόσυνον [433, 62, 616, 97]
exams-headline: τών άνωτάτων σχολών [1179, 773, 1560, 807]
mnimosyno-text: Τελούμεν αύριον 10 π.μ. εις τόν ιερόν ναόν Αγίου Φανουρίου μνημόσυνον [433, 345, 616, 368]
theamata-text: ΠΑΝΟΡΑΜΑ: «Τό κορίτσι τού ήλιου». ΠΟΣΕΙΔΩΝ: «Οι περιπέτειες». ΡΕΞ: «Μπάρμπα Γιάννης». ΡΟΔΙΩΝ: «Ή τελευταία μάχη». ΣΤΑΡ: «Ερωτική ιστορία». [14, 1082, 217, 1141]
mnimosyno-name: ΑΘΑΝΑΣΙΟΥ ΚΟΝΤΟΥ [266, 136, 384, 147]
fire-headline: Κατεσβέσθη ή μεγάλη πυρκα·ι·ά [1198, 1041, 1541, 1104]
section-title-radio: Τό ραδιόφωνον [14, 196, 217, 228]
lead-paragraph: Πρώτην φοράν η ελληνική βιομηχανία παρουσιάζει τόσον πλήρη εικόνα των επιτευγμάτων της. Τα εκθέματα καλύπτουν όλους τους κλάδους της παραγωγής και αποδεικνύουν την πρόοδον της χώρας. [626, 506, 882, 566]
serial-subsection: αί άγριαι μάχαι [689, 1601, 819, 1617]
